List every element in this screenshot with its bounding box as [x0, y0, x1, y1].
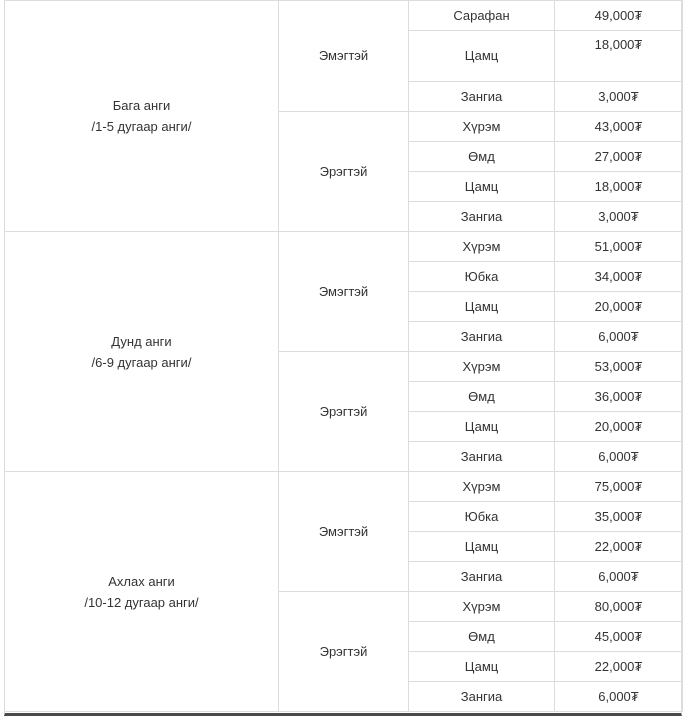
- price-cell: 35,000₮: [555, 502, 683, 532]
- gender-cell: Эрэгтэй: [279, 352, 409, 472]
- price-cell: 22,000₮: [555, 652, 683, 682]
- item-cell: Зангиа: [409, 82, 555, 112]
- item-cell: Зангиа: [409, 322, 555, 352]
- item-cell: Цамц: [409, 31, 555, 82]
- price-cell: 18,000₮: [555, 172, 683, 202]
- item-cell: Цамц: [409, 412, 555, 442]
- item-cell: Цамц: [409, 532, 555, 562]
- item-cell: Хүрэм: [409, 472, 555, 502]
- item-cell: Юбка: [409, 262, 555, 292]
- item-cell: Юбка: [409, 502, 555, 532]
- price-cell: 18,000₮: [555, 31, 683, 82]
- level-cell: [5, 472, 279, 712]
- gender-cell: Эмэгтэй: [279, 232, 409, 352]
- price-cell: 6,000₮: [555, 562, 683, 592]
- level-cell: [5, 232, 279, 472]
- item-cell: Өмд: [409, 382, 555, 412]
- uniform-price-table: [4, 0, 683, 712]
- item-cell: Хүрэм: [409, 232, 555, 262]
- item-cell: Хүрэм: [409, 592, 555, 622]
- item-cell: Зангиа: [409, 442, 555, 472]
- price-cell: 6,000₮: [555, 682, 683, 712]
- level-cell: [5, 1, 279, 232]
- item-cell: Зангиа: [409, 562, 555, 592]
- price-cell: 6,000₮: [555, 322, 683, 352]
- price-cell: 49,000₮: [555, 1, 683, 31]
- price-cell: 20,000₮: [555, 412, 683, 442]
- gender-cell: Эрэгтэй: [279, 112, 409, 232]
- price-cell: 45,000₮: [555, 622, 683, 652]
- price-cell: 36,000₮: [555, 382, 683, 412]
- price-cell: 3,000₮: [555, 82, 683, 112]
- price-cell: 51,000₮: [555, 232, 683, 262]
- price-cell: 6,000₮: [555, 442, 683, 472]
- price-cell: 22,000₮: [555, 532, 683, 562]
- price-cell: 34,000₮: [555, 262, 683, 292]
- price-cell: 3,000₮: [555, 202, 683, 232]
- gender-cell: Эрэгтэй: [279, 592, 409, 712]
- item-cell: Цамц: [409, 652, 555, 682]
- item-cell: Өмд: [409, 622, 555, 652]
- gender-cell: Эмэгтэй: [279, 472, 409, 592]
- gender-cell: Эмэгтэй: [279, 1, 409, 112]
- level-range: /1-5 дугаар анги/: [91, 119, 192, 134]
- price-cell: 53,000₮: [555, 352, 683, 382]
- table-row: [5, 232, 683, 262]
- level-range: /6-9 дугаар анги/: [91, 354, 192, 370]
- item-cell: Зангиа: [409, 202, 555, 232]
- level-name: Бага анги: [112, 98, 171, 113]
- item-cell: Сарафан: [409, 1, 555, 31]
- table-row: [5, 472, 683, 502]
- item-cell: Хүрэм: [409, 352, 555, 382]
- item-cell: Өмд: [409, 142, 555, 172]
- level-range: /10-12 дугаар анги/: [84, 594, 199, 610]
- item-cell: Цамц: [409, 172, 555, 202]
- price-cell: 80,000₮: [555, 592, 683, 622]
- item-cell: Хүрэм: [409, 112, 555, 142]
- table-row: [5, 1, 683, 31]
- item-cell: Зангиа: [409, 682, 555, 712]
- item-cell: Цамц: [409, 292, 555, 322]
- price-cell: 43,000₮: [555, 112, 683, 142]
- price-cell: 27,000₮: [555, 142, 683, 172]
- price-cell: 75,000₮: [555, 472, 683, 502]
- level-name: Дунд анги: [111, 333, 172, 349]
- price-cell: 20,000₮: [555, 292, 683, 322]
- level-name: Ахлах анги: [108, 573, 175, 589]
